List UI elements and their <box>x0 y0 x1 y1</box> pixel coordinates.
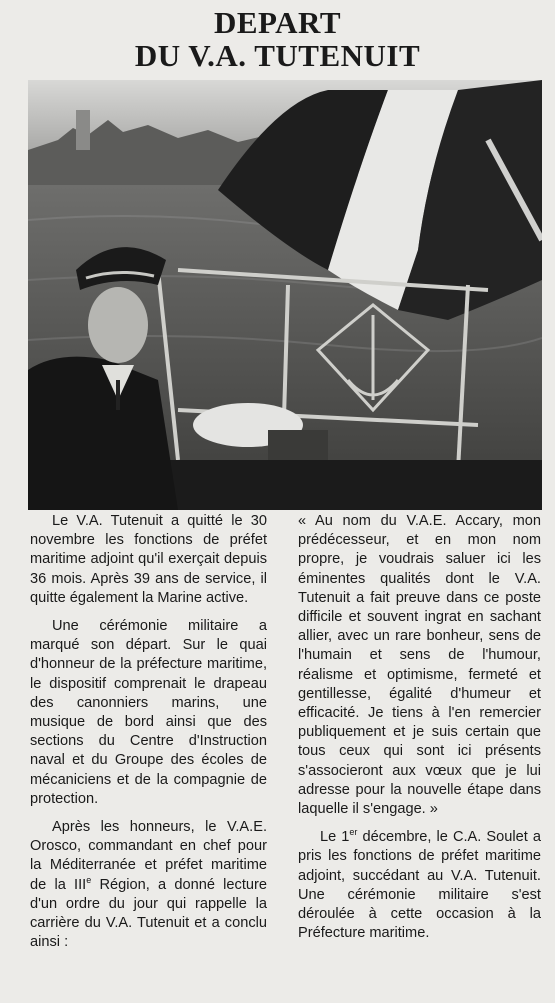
successor-text-end: décembre, le C.A. Soulet a pris les fonctions de préfet maritime adjoint, succédant au V.A. Tutenuit. Une cérémonie militaire s'est déroulée à cette occasion à la Préfecture maritime. <box>298 829 541 942</box>
photo-officer-with-flag-icon <box>28 80 542 510</box>
successor-text-start: Le 1 <box>320 829 350 846</box>
honours-text-end: Région, a donné lecture d'un ordre du jour qui rappelle la carrière du V.A. Tutenuit et a conclu ainsi : <box>30 876 267 951</box>
paragraph-quote: « Au nom du V.A.E. Accary, mon prédécesseur, et en mon nom propre, je voudrais saluer ici les éminentes qualités dont le V.A. Tutenuit a fait preuve dans ce poste difficile et souvent ingrat en sachant allier, avec un rare bonheur, sens de l'humain et sens de l'humour, réalisme et optimisme, fermeté et gentillesse, égalité d'humeur et efficacité. Je tiens à l'en remercier publiquement et je suis certain que tous ceux qui sont ici présents s'associeront aux vœux que je lui adresse pour la nouvelle étape dans laquelle il s'engage. » <box>298 513 541 818</box>
paragraph-ceremony: Une cérémonie militaire a marqué son départ. Sur le quai d'honneur de la préfecture maritime, le dispositif comprenait le drapeau des canonniers marins, une musique de bord ainsi que des sections du Centre d'Instruction naval et du Groupe des écoles de mécaniciens et de la compagnie de protection. <box>30 618 267 807</box>
paragraph-successor <box>298 828 541 943</box>
paragraph-honours <box>30 818 267 952</box>
title-line-1: DEPART <box>213 5 342 40</box>
honours-text-start: Après les honneurs, le V.A.E. Orosco, commandant en chef pour la Méditerranée et préfet maritime de la III <box>30 819 267 893</box>
right-column <box>298 512 541 952</box>
successor-superscript: er <box>349 827 358 838</box>
article-photo <box>28 80 542 510</box>
left-column <box>30 512 267 961</box>
title-line-2: DU V.A. TUTENUIT <box>134 38 421 73</box>
article-title <box>0 6 555 72</box>
honours-superscript: e <box>86 874 92 885</box>
paragraph-departure: Le V.A. Tutenuit a quitté le 30 novembre les fonctions de préfet maritime adjoint qu'il exerçait depuis 36 mois. Après 39 ans de service, il quitte également la Marine active. <box>30 513 267 606</box>
